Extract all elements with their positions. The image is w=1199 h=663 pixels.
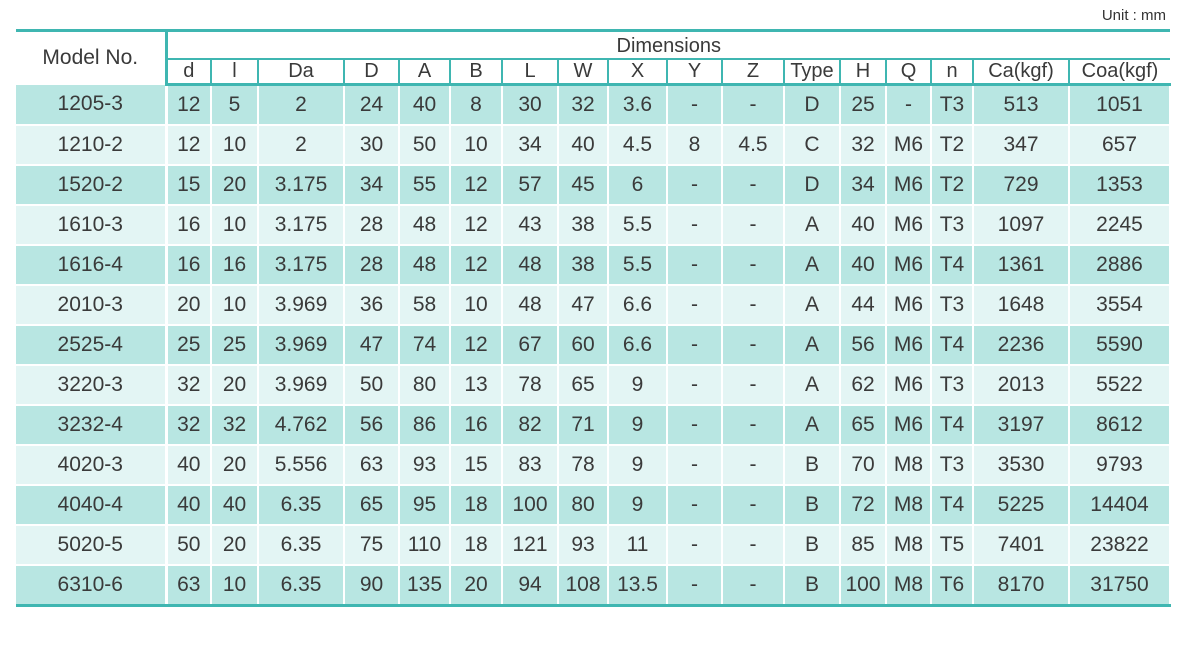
table-cell: T4: [931, 485, 973, 525]
table-cell: 12: [450, 245, 502, 285]
table-cell: 48: [399, 205, 450, 245]
table-cell: 43: [502, 205, 558, 245]
table-cell: 8170: [973, 565, 1069, 606]
table-cell: -: [667, 85, 722, 126]
table-cell: 48: [502, 245, 558, 285]
table-cell: 24: [344, 85, 399, 126]
table-cell: 11: [608, 525, 667, 565]
table-cell: 31750: [1069, 565, 1170, 606]
table-cell: T3: [931, 445, 973, 485]
table-cell: 70: [840, 445, 886, 485]
table-cell: 8612: [1069, 405, 1170, 445]
table-cell: 3.175: [258, 205, 344, 245]
table-cell: -: [667, 565, 722, 606]
table-cell: 4.762: [258, 405, 344, 445]
table-cell: 63: [344, 445, 399, 485]
table-cell: 58: [399, 285, 450, 325]
table-cell: 5.5: [608, 245, 667, 285]
table-cell: M6: [886, 365, 931, 405]
table-cell: T4: [931, 405, 973, 445]
table-cell: T2: [931, 165, 973, 205]
table-cell: 10: [211, 565, 258, 606]
table-row: [16, 485, 1170, 525]
table-cell: 3.6: [608, 85, 667, 126]
column-header: Y: [667, 59, 722, 85]
table-cell: 135: [399, 565, 450, 606]
table-cell: 23822: [1069, 525, 1170, 565]
table-cell: 18: [450, 525, 502, 565]
column-header: Type: [784, 59, 840, 85]
table-cell: 50: [344, 365, 399, 405]
table-cell: 15: [450, 445, 502, 485]
column-header: L: [502, 59, 558, 85]
table-cell: M8: [886, 485, 931, 525]
model-number-cell: 2525-4: [16, 325, 166, 365]
table-cell: T6: [931, 565, 973, 606]
table-row: [16, 165, 1170, 205]
table-cell: 40: [558, 125, 608, 165]
table-cell: -: [722, 245, 784, 285]
model-number-cell: 1205-3: [16, 85, 166, 126]
table-cell: A: [784, 245, 840, 285]
table-cell: M6: [886, 165, 931, 205]
column-header: Coa(kgf): [1069, 59, 1170, 85]
table-cell: 32: [558, 85, 608, 126]
table-cell: -: [886, 85, 931, 126]
table-cell: 20: [211, 165, 258, 205]
table-cell: 34: [502, 125, 558, 165]
table-cell: 47: [344, 325, 399, 365]
table-cell: 1097: [973, 205, 1069, 245]
table-cell: 5522: [1069, 365, 1170, 405]
table-cell: 12: [166, 85, 211, 126]
table-cell: 72: [840, 485, 886, 525]
table-row: [16, 285, 1170, 325]
table-cell: 13: [450, 365, 502, 405]
model-number-cell: 6310-6: [16, 565, 166, 606]
table-cell: 30: [344, 125, 399, 165]
table-cell: 3530: [973, 445, 1069, 485]
table-cell: 20: [166, 285, 211, 325]
table-cell: 16: [166, 245, 211, 285]
table-cell: 60: [558, 325, 608, 365]
table-cell: 20: [211, 525, 258, 565]
table-cell: 85: [840, 525, 886, 565]
table-cell: 47: [558, 285, 608, 325]
table-cell: -: [667, 365, 722, 405]
table-cell: 93: [558, 525, 608, 565]
table-cell: 2: [258, 125, 344, 165]
table-header: [16, 31, 1170, 85]
table-cell: 12: [450, 205, 502, 245]
column-header-row: [16, 59, 1170, 85]
table-cell: 9: [608, 405, 667, 445]
table-cell: 4.5: [608, 125, 667, 165]
table-cell: M6: [886, 125, 931, 165]
table-cell: -: [722, 485, 784, 525]
table-cell: 6: [608, 165, 667, 205]
model-number-cell: 1616-4: [16, 245, 166, 285]
table-cell: -: [667, 445, 722, 485]
table-cell: M6: [886, 325, 931, 365]
table-cell: 56: [344, 405, 399, 445]
column-header: X: [608, 59, 667, 85]
table-cell: 12: [450, 165, 502, 205]
table-cell: 7401: [973, 525, 1069, 565]
table-cell: 40: [840, 205, 886, 245]
table-cell: 4.5: [722, 125, 784, 165]
table-cell: 10: [450, 285, 502, 325]
table-cell: 12: [450, 325, 502, 365]
table-cell: 729: [973, 165, 1069, 205]
column-header: d: [166, 59, 211, 85]
table-row: [16, 445, 1170, 485]
table-row: [16, 125, 1170, 165]
table-cell: -: [667, 485, 722, 525]
table-cell: 34: [840, 165, 886, 205]
table-cell: 3.175: [258, 165, 344, 205]
table-cell: 65: [344, 485, 399, 525]
table-cell: 15: [166, 165, 211, 205]
table-cell: 80: [399, 365, 450, 405]
table-cell: 10: [211, 285, 258, 325]
table-cell: 55: [399, 165, 450, 205]
table-cell: 6.35: [258, 525, 344, 565]
table-cell: 3197: [973, 405, 1069, 445]
column-header: W: [558, 59, 608, 85]
table-cell: 6.35: [258, 565, 344, 606]
table-row: [16, 325, 1170, 365]
table-body: [16, 85, 1170, 606]
table-cell: 71: [558, 405, 608, 445]
table-cell: 62: [840, 365, 886, 405]
table-cell: 347: [973, 125, 1069, 165]
column-header: n: [931, 59, 973, 85]
table-row: [16, 205, 1170, 245]
table-cell: 8: [667, 125, 722, 165]
table-cell: 8: [450, 85, 502, 126]
table-cell: 5.556: [258, 445, 344, 485]
table-cell: 100: [840, 565, 886, 606]
table-cell: T3: [931, 285, 973, 325]
table-cell: 90: [344, 565, 399, 606]
table-cell: 34: [344, 165, 399, 205]
table-cell: 110: [399, 525, 450, 565]
table-cell: 48: [399, 245, 450, 285]
table-cell: -: [722, 365, 784, 405]
column-header: H: [840, 59, 886, 85]
table-cell: 67: [502, 325, 558, 365]
table-cell: 50: [166, 525, 211, 565]
table-cell: 6.35: [258, 485, 344, 525]
table-cell: 40: [211, 485, 258, 525]
table-cell: 63: [166, 565, 211, 606]
table-cell: -: [722, 165, 784, 205]
table-cell: -: [667, 325, 722, 365]
table-cell: 40: [166, 445, 211, 485]
table-cell: 6.6: [608, 285, 667, 325]
table-cell: 5590: [1069, 325, 1170, 365]
table-row: [16, 365, 1170, 405]
table-cell: T4: [931, 325, 973, 365]
table-cell: 38: [558, 205, 608, 245]
table-cell: 513: [973, 85, 1069, 126]
table-cell: -: [722, 525, 784, 565]
table-cell: A: [784, 405, 840, 445]
column-header: l: [211, 59, 258, 85]
table-cell: C: [784, 125, 840, 165]
table-cell: 45: [558, 165, 608, 205]
dimensions-table: [16, 29, 1171, 607]
table-cell: 1353: [1069, 165, 1170, 205]
table-cell: M6: [886, 245, 931, 285]
table-cell: 121: [502, 525, 558, 565]
table-cell: -: [667, 205, 722, 245]
table-cell: 1051: [1069, 85, 1170, 126]
table-cell: M6: [886, 285, 931, 325]
table-cell: -: [722, 285, 784, 325]
table-cell: 9793: [1069, 445, 1170, 485]
table-row: [16, 85, 1170, 126]
table-cell: 65: [840, 405, 886, 445]
column-header: Da: [258, 59, 344, 85]
table-cell: 2886: [1069, 245, 1170, 285]
unit-label: Unit : mm: [1101, 7, 1166, 24]
table-cell: 83: [502, 445, 558, 485]
table-cell: D: [784, 165, 840, 205]
table-cell: 78: [558, 445, 608, 485]
table-cell: 1648: [973, 285, 1069, 325]
table-cell: -: [667, 405, 722, 445]
model-number-cell: 5020-5: [16, 525, 166, 565]
table-cell: -: [667, 525, 722, 565]
column-header: B: [450, 59, 502, 85]
model-number-cell: 1520-2: [16, 165, 166, 205]
table-cell: T4: [931, 245, 973, 285]
table-cell: -: [667, 285, 722, 325]
model-number-cell: 3232-4: [16, 405, 166, 445]
table-cell: 5.5: [608, 205, 667, 245]
table-cell: 3554: [1069, 285, 1170, 325]
table-cell: 3.969: [258, 365, 344, 405]
table-cell: -: [722, 325, 784, 365]
table-cell: 40: [840, 245, 886, 285]
table-cell: 16: [166, 205, 211, 245]
table-cell: 25: [840, 85, 886, 126]
column-header: A: [399, 59, 450, 85]
table-cell: M6: [886, 405, 931, 445]
table-cell: 38: [558, 245, 608, 285]
table-cell: 50: [399, 125, 450, 165]
table-cell: 10: [450, 125, 502, 165]
table-cell: 16: [450, 405, 502, 445]
column-header: Q: [886, 59, 931, 85]
model-number-cell: 1610-3: [16, 205, 166, 245]
model-number-cell: 2010-3: [16, 285, 166, 325]
table-cell: 48: [502, 285, 558, 325]
table-cell: 30: [502, 85, 558, 126]
table-cell: B: [784, 485, 840, 525]
model-number-cell: 4020-3: [16, 445, 166, 485]
table-cell: T5: [931, 525, 973, 565]
model-number-cell: 4040-4: [16, 485, 166, 525]
table-cell: A: [784, 285, 840, 325]
model-header: Model No.: [16, 31, 166, 85]
table-row: [16, 565, 1170, 606]
table-cell: 40: [399, 85, 450, 126]
table-cell: 5: [211, 85, 258, 126]
column-header: Ca(kgf): [973, 59, 1069, 85]
table-cell: 5225: [973, 485, 1069, 525]
table-row: [16, 405, 1170, 445]
table-cell: 20: [450, 565, 502, 606]
table-cell: 16: [211, 245, 258, 285]
table-cell: -: [722, 405, 784, 445]
table-cell: 3.969: [258, 325, 344, 365]
table-cell: M8: [886, 565, 931, 606]
table-cell: 9: [608, 365, 667, 405]
table-cell: 3.175: [258, 245, 344, 285]
table-cell: 20: [211, 445, 258, 485]
table-cell: 13.5: [608, 565, 667, 606]
table-cell: -: [722, 205, 784, 245]
table-cell: M8: [886, 525, 931, 565]
table-cell: 100: [502, 485, 558, 525]
table-cell: 657: [1069, 125, 1170, 165]
table-cell: B: [784, 445, 840, 485]
dimensions-header: Dimensions: [166, 31, 1170, 60]
table-cell: 2236: [973, 325, 1069, 365]
table-cell: 2245: [1069, 205, 1170, 245]
table-cell: 82: [502, 405, 558, 445]
table-cell: 20: [211, 365, 258, 405]
table-cell: -: [722, 85, 784, 126]
table-cell: 1361: [973, 245, 1069, 285]
table-cell: 86: [399, 405, 450, 445]
table-cell: -: [722, 445, 784, 485]
table-cell: T3: [931, 365, 973, 405]
table-cell: 32: [166, 405, 211, 445]
table-cell: 32: [840, 125, 886, 165]
table-cell: A: [784, 365, 840, 405]
model-number-cell: 3220-3: [16, 365, 166, 405]
table-cell: A: [784, 205, 840, 245]
table-cell: 75: [344, 525, 399, 565]
table-cell: 78: [502, 365, 558, 405]
table-cell: -: [667, 165, 722, 205]
table-cell: B: [784, 565, 840, 606]
table-cell: M6: [886, 205, 931, 245]
table-cell: 74: [399, 325, 450, 365]
table-cell: 95: [399, 485, 450, 525]
table-cell: 14404: [1069, 485, 1170, 525]
table-cell: 10: [211, 205, 258, 245]
table-cell: -: [722, 565, 784, 606]
table-cell: 3.969: [258, 285, 344, 325]
table-cell: 9: [608, 445, 667, 485]
table-cell: 36: [344, 285, 399, 325]
table-cell: 28: [344, 205, 399, 245]
table-cell: T3: [931, 85, 973, 126]
table-cell: 56: [840, 325, 886, 365]
table-row: [16, 245, 1170, 285]
table-cell: 32: [211, 405, 258, 445]
column-header: Z: [722, 59, 784, 85]
table-cell: A: [784, 325, 840, 365]
table-cell: 57: [502, 165, 558, 205]
table-cell: 108: [558, 565, 608, 606]
table-cell: 25: [166, 325, 211, 365]
table-cell: 93: [399, 445, 450, 485]
table-cell: 80: [558, 485, 608, 525]
table-cell: 65: [558, 365, 608, 405]
table-cell: 18: [450, 485, 502, 525]
model-number-cell: 1210-2: [16, 125, 166, 165]
table-cell: B: [784, 525, 840, 565]
table-cell: 2013: [973, 365, 1069, 405]
table-cell: M8: [886, 445, 931, 485]
table-cell: 25: [211, 325, 258, 365]
table-row: [16, 525, 1170, 565]
table-cell: 6.6: [608, 325, 667, 365]
table-cell: 40: [166, 485, 211, 525]
table-cell: -: [667, 245, 722, 285]
table-cell: 28: [344, 245, 399, 285]
table-cell: 10: [211, 125, 258, 165]
table-cell: 32: [166, 365, 211, 405]
table-cell: D: [784, 85, 840, 126]
table-cell: T2: [931, 125, 973, 165]
table-cell: 44: [840, 285, 886, 325]
table-cell: 12: [166, 125, 211, 165]
table-cell: 94: [502, 565, 558, 606]
column-header: D: [344, 59, 399, 85]
table-cell: 9: [608, 485, 667, 525]
table-cell: T3: [931, 205, 973, 245]
table-cell: 2: [258, 85, 344, 126]
